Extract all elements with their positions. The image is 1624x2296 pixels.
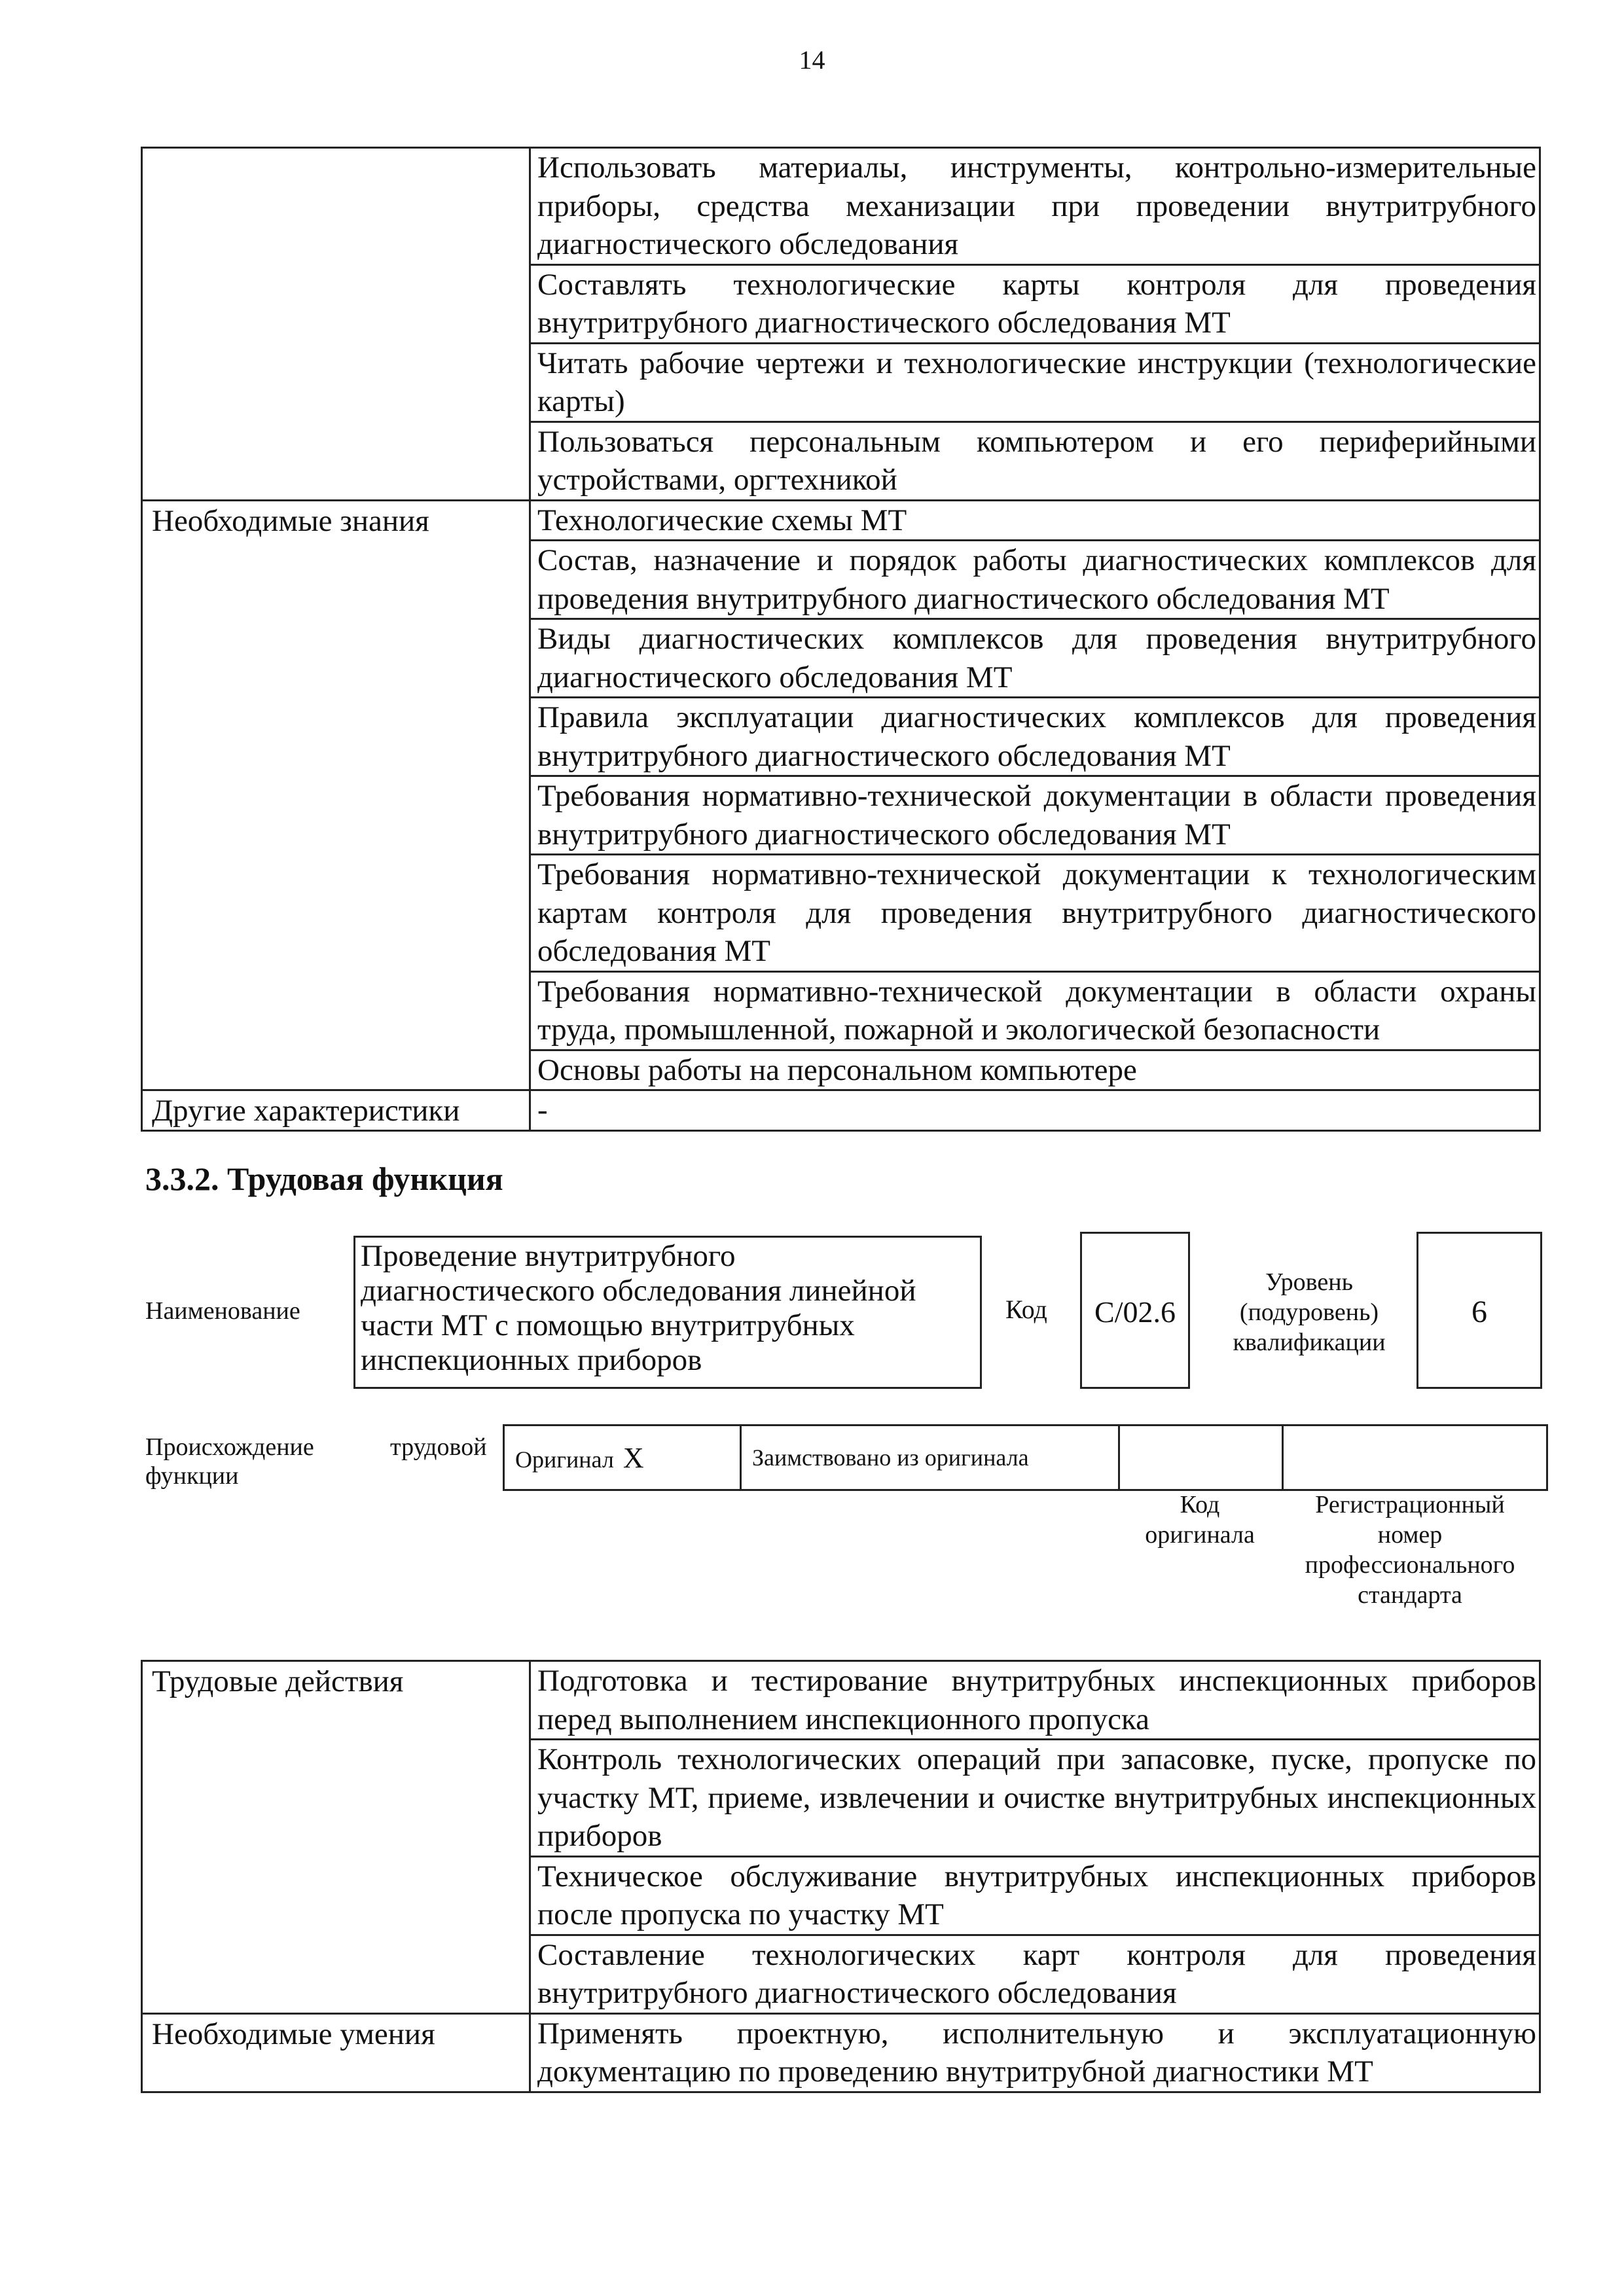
table-cell: Применять проектную, исполнительную и эксплуатационную документацию по проведению внутритрубной диагностики МТ: [530, 2013, 1540, 2092]
table-cell: Использовать материалы, инструменты, контрольно-измерительные приборы, средства механизации при проведении внутритрубного диагностического обследования: [530, 148, 1540, 265]
table-cell: Основы работы на персональном компьютере: [530, 1050, 1540, 1090]
table-cell: Состав, назначение и порядок работы диагностических комплексов для проведения внутритрубного диагностического обследования МТ: [530, 541, 1540, 619]
table-cell: Требования нормативно-технической документации в области проведения внутритрубного диагностического обследования МТ: [530, 776, 1540, 855]
row-label-other: Другие характеристики: [142, 1090, 530, 1131]
name-label: Наименование: [145, 1297, 300, 1325]
code-label: Код: [1005, 1295, 1047, 1324]
skills-knowledge-table: [141, 147, 1541, 1132]
table-row: [142, 1661, 1540, 1740]
table-cell: Составление технологических карт контроля для проведения внутритрубного диагностического обследования: [530, 1935, 1540, 2013]
caption-line: номер: [1377, 1521, 1443, 1549]
table-cell: Подготовка и тестирование внутритрубных инспекционных приборов перед выполнением инспекционного пропуска: [530, 1661, 1540, 1740]
caption-line: Регистрационный: [1315, 1491, 1505, 1518]
table-cell: -: [530, 1090, 1540, 1131]
table-cell: Правила эксплуатации диагностических комплексов для проведения внутритрубного диагностического обследования МТ: [530, 698, 1540, 776]
row-label-actions: Трудовые действия: [142, 1661, 530, 2014]
borrowed-cell: Заимствовано из оригинала: [741, 1426, 1119, 1490]
caption-line: оригинала: [1145, 1521, 1255, 1549]
qualification-level-box: 6: [1416, 1232, 1542, 1389]
level-label-line: квалификации: [1233, 1329, 1386, 1356]
code-caption: [1118, 1490, 1282, 1550]
table-cell: Требования нормативно-технической документации к технологическим картам контроля для проведения внутритрубного диагностического обследования МТ: [530, 855, 1540, 972]
table-cell: Техническое обслуживание внутритрубных инспекционных приборов после пропуска по участку МТ: [530, 1856, 1540, 1935]
caption-line: Код: [1180, 1491, 1220, 1518]
table-cell: Контроль технологических операций при запасовке, пуске, пропуске по участку МТ, приеме, извлечении и очистке внутритрубных инспекционных приборов: [530, 1740, 1540, 1857]
table-row: [504, 1426, 1547, 1490]
caption-line: стандарта: [1358, 1581, 1462, 1609]
level-label-line: (подуровень): [1239, 1299, 1379, 1326]
level-label: [1218, 1267, 1401, 1357]
row-label-skills: Необходимые умения: [142, 2013, 530, 2092]
original-label: Оригинал: [515, 1446, 614, 1473]
section-heading: 3.3.2. Трудовая функция: [145, 1160, 503, 1197]
origin-label-word2: трудовой: [390, 1433, 487, 1461]
level-label-line: Уровень: [1265, 1268, 1353, 1296]
table-row: [142, 2013, 1540, 2092]
page-number: 14: [799, 45, 825, 75]
table-row: [142, 1090, 1540, 1131]
origin-table: [503, 1424, 1548, 1491]
registration-number-cell: [1283, 1426, 1547, 1490]
registration-caption: [1278, 1490, 1542, 1610]
table-cell: Читать рабочие чертежи и технологические инструкции (технологические карты): [530, 343, 1540, 422]
table-cell: Виды диагностических комплексов для проведения внутритрубного диагностического обследования МТ: [530, 619, 1540, 698]
row-label: [142, 148, 530, 501]
function-name-box: Проведение внутритрубного диагностического обследования линейной части МТ с помощью внутритрубных инспекционных приборов: [353, 1236, 982, 1389]
origin-label-word1: Происхождение: [145, 1433, 314, 1461]
table-row: [142, 500, 1540, 541]
labor-actions-table: [141, 1660, 1541, 2093]
table-cell: Составлять технологические карты контроля для проведения внутритрубного диагностического обследования МТ: [530, 264, 1540, 343]
row-label-knowledge: Необходимые знания: [142, 500, 530, 1090]
original-cell: [504, 1426, 741, 1490]
original-mark: X: [623, 1441, 644, 1474]
function-code-box: C/02.6: [1080, 1232, 1190, 1389]
table-row: [142, 148, 1540, 265]
original-code-cell: [1119, 1426, 1283, 1490]
table-cell: Пользоваться персональным компьютером и его периферийными устройствами, оргтехникой: [530, 422, 1540, 500]
origin-label-word3: функции: [145, 1462, 239, 1490]
table-cell: Требования нормативно-технической документации в области охраны труда, промышленной, пожарной и экологической безопасности: [530, 971, 1540, 1050]
caption-line: профессионального: [1305, 1551, 1515, 1579]
table-cell: Технологические схемы МТ: [530, 500, 1540, 541]
